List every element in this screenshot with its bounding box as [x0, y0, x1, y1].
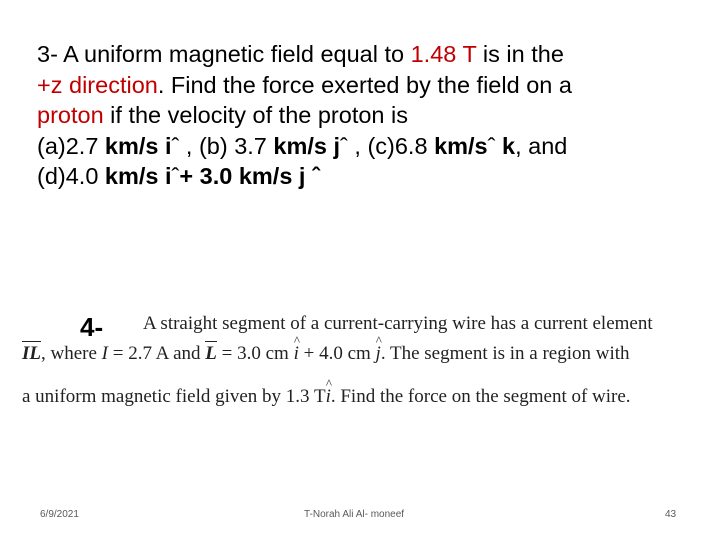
- q3-unit: km/s i: [104, 132, 172, 159]
- q3-unit: + 3.0 km/s j: [179, 163, 306, 189]
- footer-author: T-Norah Ali Al- moneef: [304, 509, 405, 520]
- q3-text: is in the: [476, 41, 564, 67]
- q3-unit: km/s i: [104, 163, 172, 189]
- q4-text: . Find the force on the segment of wire.: [330, 386, 631, 407]
- q3-line-2: [37, 70, 687, 101]
- unit-vector-i: ^ i: [326, 386, 331, 408]
- length-vector: L: [205, 343, 217, 364]
- q3-unit: km/s j: [273, 132, 341, 159]
- q3-unit: k: [502, 132, 516, 159]
- q4-text: = 2.7 A and: [108, 343, 206, 364]
- q3-text: ˆ , (b) 3.7: [171, 132, 274, 159]
- q4-line-2: [22, 343, 630, 365]
- q4-text: + 4.0 cm: [298, 343, 376, 364]
- q3-text: , and: [515, 132, 568, 159]
- footer-page-number: 43: [665, 509, 677, 520]
- q4-text: = 3.0 cm: [216, 343, 294, 364]
- q4-text: . The segment is in a region with: [380, 343, 630, 364]
- q3-line-3: [37, 100, 687, 131]
- q4-line-1: A straight segment of a current-carrying wire has a current element: [143, 313, 653, 334]
- q3-text: ˆ: [487, 132, 502, 159]
- q3-text: . Find the force exerted by the field on a: [157, 71, 572, 98]
- q3-line-5: [37, 161, 687, 192]
- current-element-vector: IL: [22, 343, 41, 364]
- footer-date: 6/9/2021: [40, 509, 79, 520]
- q3-unit: km/s: [434, 132, 488, 159]
- field-value: 1.48 T: [410, 41, 477, 67]
- question-4-number: 4-: [80, 312, 104, 342]
- q3-line-4: [37, 131, 687, 162]
- q3-text: ˆ: [171, 163, 180, 189]
- q4-line-3: [22, 386, 631, 408]
- particle-name: proton: [37, 102, 104, 128]
- q3-text: 3- A uniform magnetic field equal to: [37, 41, 411, 67]
- q3-text: ˆ , (c)6.8: [340, 132, 435, 159]
- q3-text: (d)4.0: [37, 163, 105, 189]
- q3-line-1: [37, 39, 687, 70]
- q3-text: (a)2.7: [37, 132, 105, 159]
- q4-text: a uniform magnetic field given by 1.3 T: [22, 386, 326, 407]
- question-3: [37, 39, 687, 192]
- q4-text: , where: [41, 343, 102, 364]
- q3-unit: ˆ: [305, 163, 320, 189]
- q4-symbol: I: [101, 343, 108, 364]
- unit-vector-j: ^ j: [376, 343, 381, 365]
- unit-vector-i: ^ i: [294, 343, 299, 365]
- q3-text: if the velocity of the proton is: [103, 102, 408, 128]
- field-direction: +z direction: [37, 71, 158, 98]
